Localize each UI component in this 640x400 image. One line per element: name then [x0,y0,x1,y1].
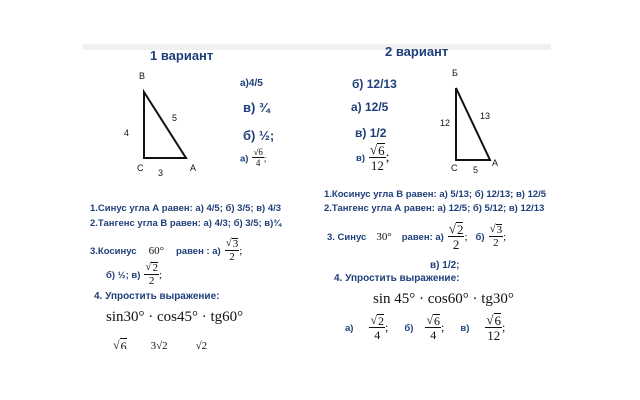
answer-right-d-num: 6 [378,143,385,158]
variant1-q4-opt1: √ 6 [113,338,127,349]
triangle2-vertex-c: С [451,163,458,173]
variant2-q3-b-num: 3 [496,224,503,236]
variant2-q4-opt-b-prefix: б) [404,323,414,335]
variant2-q4-opt-a-num: 2 [378,314,385,328]
triangle1-side-ba: 5 [172,113,178,123]
variant2-q3-a-den: 2 [452,237,460,252]
variant1-q3-a-num: 3 [232,238,239,250]
variant1-question2: 2.Тангенс угла В равен: а) 4/3; б) 3/5; в)¾ [90,218,282,229]
variant2-q4-opt-c-num: 6 [494,313,502,328]
variant2-q3-equals: равен: а) [401,232,444,244]
variant1-q3-answer-a: √ 3 2 [225,237,239,263]
variant1-question4-expression: sin30° · cos45° · tg60° [106,309,244,325]
triangle1-side-ca: 3 [158,168,164,178]
answer-right-d-prefix: в) [356,153,366,165]
answer-right-d-fraction: √ 6 12 [370,142,385,173]
variant2-question4-options: а) √ 2 4 ; б) √ 6 4 ; в) √ 6 12 ; [345,312,506,343]
variant2-q4-opt-a: √ 2 4 [370,313,385,342]
answer-right-d: в) √ 6 12 ; [356,142,390,173]
triangle1-diagram [120,70,220,180]
variant2-q4-opt-a-den: 4 [374,328,381,342]
answer-left-a: а)4/5 [240,78,263,89]
answer-left-d-fraction [252,148,263,168]
triangle2-vertex-b: Б [452,68,458,78]
variant2-title: 2 вариант [385,44,449,59]
variant1-q3-b: б) ½; в) [106,270,141,282]
variant1-question4-label: 4. Упростить выражение: [94,291,220,302]
variant1-q4-opt3: √2 [195,340,208,349]
triangle1-vertex-c: С [137,163,144,173]
variant2-q4-opt-a-prefix: а) [345,323,354,335]
triangle1-side-bc: 4 [124,128,130,138]
variant2-question2: 2.Тангенс угла А равен: а) 12/5; б) 5/12; в) 12/13 [324,203,545,214]
variant1-question1: 1.Синус угла А равен: а) 4/5; б) 3/5; в) 4/3 [90,203,282,214]
variant1-q3-angle: 60° [148,245,164,258]
triangle1-vertex-b: В [139,71,146,81]
answer-right-c: в) 1/2 [355,126,387,140]
variant1-q3-equals: равен : а) [176,246,221,258]
triangle2-side-ca: 5 [473,165,479,175]
variant1-q4-opt2: 3√2 [150,340,168,349]
triangle1-vertex-a: А [190,163,197,173]
variant1-question4-options [113,336,223,349]
variant2-q4-opt-c-den: 12 [487,328,501,343]
variant1-title: 1 вариант [150,48,214,63]
answer-left-d: а) $\frac{√6}{4}$ ; [240,147,267,168]
variant2-q3-b-den: 2 [493,237,499,249]
variant2-q3-answer-b: √ 3 2 [489,223,503,249]
variant2-q4-opt-c: √ 6 12 [486,312,502,343]
variant1-q3-answer-c: √ 2 2 [145,261,158,287]
variant2-q3-a-num: 2 [456,222,464,237]
variant1-question3-options: б) ½; в) √ 2 2 ; [106,261,163,287]
variant2-q3-answer-a: √ 2 2 [448,221,464,252]
variant2-q3-c: в) 1/2; [430,260,460,271]
answer-right-a: б) 12/13 [352,77,397,91]
answer-left-d-den: 4 [255,158,261,168]
answer-right-b: а) 12/5 [351,100,389,114]
variant1-q3-label: 3.Косинус [90,246,137,258]
answer-left-d-prefix: а) [240,153,249,165]
triangle2-side-ba: 13 [480,111,491,121]
variant1-q3-c-den: 2 [148,275,155,287]
variant2-question4-expression: sin 45° · cos60° · tg30° [373,291,514,307]
variant1-q3-a-den: 2 [229,251,235,263]
variant2-q3-label: 3. Синус [327,232,367,244]
triangle2-vertex-a: А [492,158,499,168]
variant2-q3-angle: 30° [376,231,392,244]
answer-left-b: в) ¾ [243,100,270,115]
variant1-question3: 3.Косинус 60° равен : а) √ 3 2 ; [90,237,243,263]
variant2-q4-opt-b-den: 4 [430,328,437,342]
variant2-q4-opt-b-num: 6 [434,314,441,328]
answer-left-c: б) ½; [243,128,275,143]
variant2-q4-opt-c-prefix: в) [460,323,470,335]
variant1-q3-c-num: 2 [152,262,158,274]
variant2-question4-label: 4. Упростить выражение: [334,273,460,284]
variant2-question3: 3. Синус 30° равен: а) √ 2 2 ; б) √ 3 2 ; [327,221,507,252]
answer-right-d-den: 12 [370,158,384,173]
variant2-question1: 1.Косинус угла В равен: а) 5/13; б) 12/13; в) 12/5 [324,189,547,200]
variant1-q4-opt1-value: 6 [120,338,127,349]
variant2-q4-opt-b: √ 6 4 [426,313,441,342]
answer-left-d-num: √6 [253,147,263,157]
triangle2-side-bc: 12 [440,118,451,128]
variant2-q3-b-prefix: б) [475,232,485,244]
